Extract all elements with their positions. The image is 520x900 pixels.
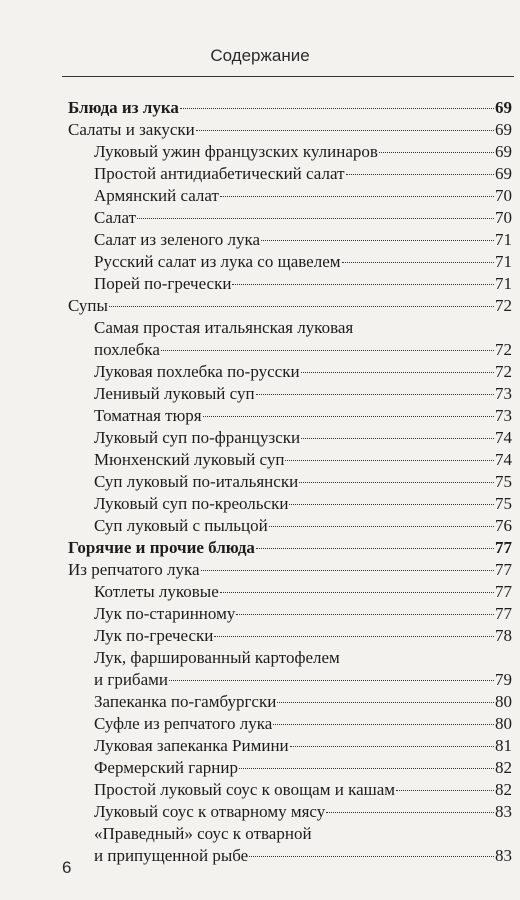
toc-entry [0, 647, 520, 691]
toc-entry-page: 77 [495, 604, 512, 623]
toc-entry-title: Суп луковый с пыльцой [94, 516, 268, 535]
toc-entry-title: Луковый суп по-креольски [94, 494, 289, 513]
dot-leader [269, 526, 494, 527]
toc-entry-title: Салат [94, 208, 137, 227]
toc-entry-title: Луковый соус к отварному мясу [94, 802, 326, 821]
toc-entry-page: 83 [495, 802, 512, 821]
toc-entry-page: 73 [495, 406, 512, 425]
toc-entry-title: Порей по-гречески [94, 274, 232, 293]
dot-leader [301, 372, 494, 373]
toc-entry-page: 82 [495, 780, 512, 799]
dot-leader [232, 284, 494, 285]
header-rule [62, 76, 514, 77]
toc-entry-page: 78 [495, 626, 512, 645]
toc-entry [0, 163, 520, 185]
toc-entry [0, 493, 520, 515]
toc-entry [0, 427, 520, 449]
toc-entry [0, 603, 520, 625]
toc-entry [0, 581, 520, 603]
dot-leader [249, 856, 494, 857]
toc-entry-page: 82 [495, 758, 512, 777]
toc-entry-page: 73 [495, 384, 512, 403]
dot-leader [346, 174, 495, 175]
dot-leader [196, 130, 494, 131]
toc-entry-title: Лук по-гречески [94, 626, 214, 645]
toc-entry-page: 69 [495, 98, 512, 117]
toc-entry-page: 80 [495, 692, 512, 711]
toc-entry [0, 691, 520, 713]
toc-entry-page: 81 [495, 736, 512, 755]
toc-entry-title: Салат из зеленого лука [94, 230, 261, 249]
toc-entry-title: Томатная тюря [94, 406, 202, 425]
toc-entry [0, 757, 520, 779]
toc-entry-page: 76 [495, 516, 512, 535]
toc-entry-page: 74 [495, 428, 512, 447]
toc-entry-title: Луковый ужин французских кулинаров [94, 142, 378, 161]
toc-entry [0, 97, 520, 119]
dot-leader [239, 768, 494, 769]
toc-entry [0, 251, 520, 273]
toc-entry-title-continued: и грибами [94, 670, 168, 689]
table-of-contents [0, 97, 520, 867]
toc-entry [0, 779, 520, 801]
toc-entry-title: Запеканка по-гамбургски [94, 692, 277, 711]
toc-entry-page: 72 [495, 340, 512, 359]
dot-leader [285, 460, 494, 461]
toc-entry [0, 559, 520, 581]
toc-entry-page: 72 [495, 362, 512, 381]
toc-entry-title-continued: похлебка [94, 340, 160, 359]
toc-entry-title: Суфле из репчатого лука [94, 714, 273, 733]
toc-entry-page: 79 [495, 670, 512, 689]
dot-leader [236, 614, 494, 615]
toc-entry [0, 185, 520, 207]
toc-entry [0, 383, 520, 405]
toc-entry [0, 405, 520, 427]
toc-entry-page: 77 [495, 582, 512, 601]
toc-entry [0, 119, 520, 141]
toc-entry-title: «Праведный» соус к отварной [94, 824, 312, 843]
toc-entry-title: Луковый суп по-французски [94, 428, 301, 447]
toc-entry-title: Котлеты луковые [94, 582, 219, 601]
toc-entry [0, 229, 520, 251]
dot-leader [326, 812, 494, 813]
toc-entry-title: Суп луковый по-итальянски [94, 472, 299, 491]
toc-entry-title-continued: и припущенной рыбе [94, 846, 249, 865]
dot-leader [301, 438, 494, 439]
toc-entry-title: Простой луковый соус к овощам и кашам [94, 780, 396, 799]
toc-entry-page: 70 [495, 186, 512, 205]
dot-leader [256, 394, 494, 395]
toc-entry-page: 69 [495, 142, 512, 161]
toc-entry-title: Салаты и закуски [68, 120, 195, 139]
toc-entry-page: 71 [495, 274, 512, 293]
toc-entry-title: Мюнхенский луковый суп [94, 450, 285, 469]
toc-entry-page: 74 [495, 450, 512, 469]
toc-entry-page: 69 [495, 164, 512, 183]
toc-entry-title: Луковая похлебка по-русски [94, 362, 300, 381]
toc-entry [0, 207, 520, 229]
toc-entry-title: Блюда из лука [68, 98, 179, 117]
dot-leader [220, 592, 494, 593]
toc-entry-title: Ленивый луковый суп [94, 384, 255, 403]
dot-leader [201, 570, 494, 571]
toc-entry [0, 713, 520, 735]
dot-leader [137, 218, 494, 219]
toc-entry [0, 537, 520, 559]
toc-entry-page: 75 [495, 472, 512, 491]
dot-leader [169, 680, 494, 681]
toc-entry [0, 273, 520, 295]
dot-leader [180, 108, 494, 109]
toc-entry-page: 77 [495, 538, 512, 557]
toc-entry-title: Горячие и прочие блюда [68, 538, 255, 557]
dot-leader [161, 350, 494, 351]
toc-entry-title: Русский салат из лука со щавелем [94, 252, 341, 271]
dot-leader [273, 724, 494, 725]
dot-leader [290, 746, 494, 747]
dot-leader [220, 196, 494, 197]
toc-entry-title: Лук, фаршированный картофелем [94, 648, 340, 667]
toc-entry-page: 71 [495, 230, 512, 249]
page-number: 6 [62, 858, 72, 877]
toc-entry-page: 71 [495, 252, 512, 271]
toc-entry-title: Самая простая итальянская луковая [94, 318, 354, 337]
dot-leader [299, 482, 494, 483]
toc-entry [0, 735, 520, 757]
toc-entry-page: 69 [495, 120, 512, 139]
dot-leader [214, 636, 494, 637]
toc-entry [0, 141, 520, 163]
toc-entry [0, 801, 520, 823]
toc-entry-title: Луковая запеканка Римини [94, 736, 289, 755]
toc-entry-page: 75 [495, 494, 512, 513]
toc-entry-title: Простой антидиабетический салат [94, 164, 345, 183]
toc-entry [0, 295, 520, 317]
toc-entry-title: Из репчатого лука [68, 560, 200, 579]
dot-leader [379, 152, 494, 153]
dot-leader [342, 262, 495, 263]
toc-entry-title: Супы [68, 296, 108, 315]
toc-entry [0, 823, 520, 867]
toc-entry [0, 317, 520, 361]
toc-entry-page: 83 [495, 846, 512, 865]
dot-leader [203, 416, 494, 417]
toc-entry-page: 77 [495, 560, 512, 579]
dot-leader [277, 702, 494, 703]
toc-entry [0, 515, 520, 537]
toc-entry-page: 72 [495, 296, 512, 315]
toc-entry-title: Фермерский гарнир [94, 758, 238, 777]
toc-entry-title: Лук по-старинному [94, 604, 236, 623]
toc-entry [0, 471, 520, 493]
dot-leader [289, 504, 494, 505]
toc-entry-title: Армянский салат [94, 186, 219, 205]
toc-entry [0, 361, 520, 383]
dot-leader [256, 548, 494, 549]
toc-entry-page: 70 [495, 208, 512, 227]
dot-leader [261, 240, 494, 241]
toc-entry [0, 625, 520, 647]
dot-leader [396, 790, 494, 791]
toc-entry [0, 449, 520, 471]
page-header-title: Содержание [210, 46, 310, 65]
toc-entry-page: 80 [495, 714, 512, 733]
dot-leader [109, 306, 494, 307]
